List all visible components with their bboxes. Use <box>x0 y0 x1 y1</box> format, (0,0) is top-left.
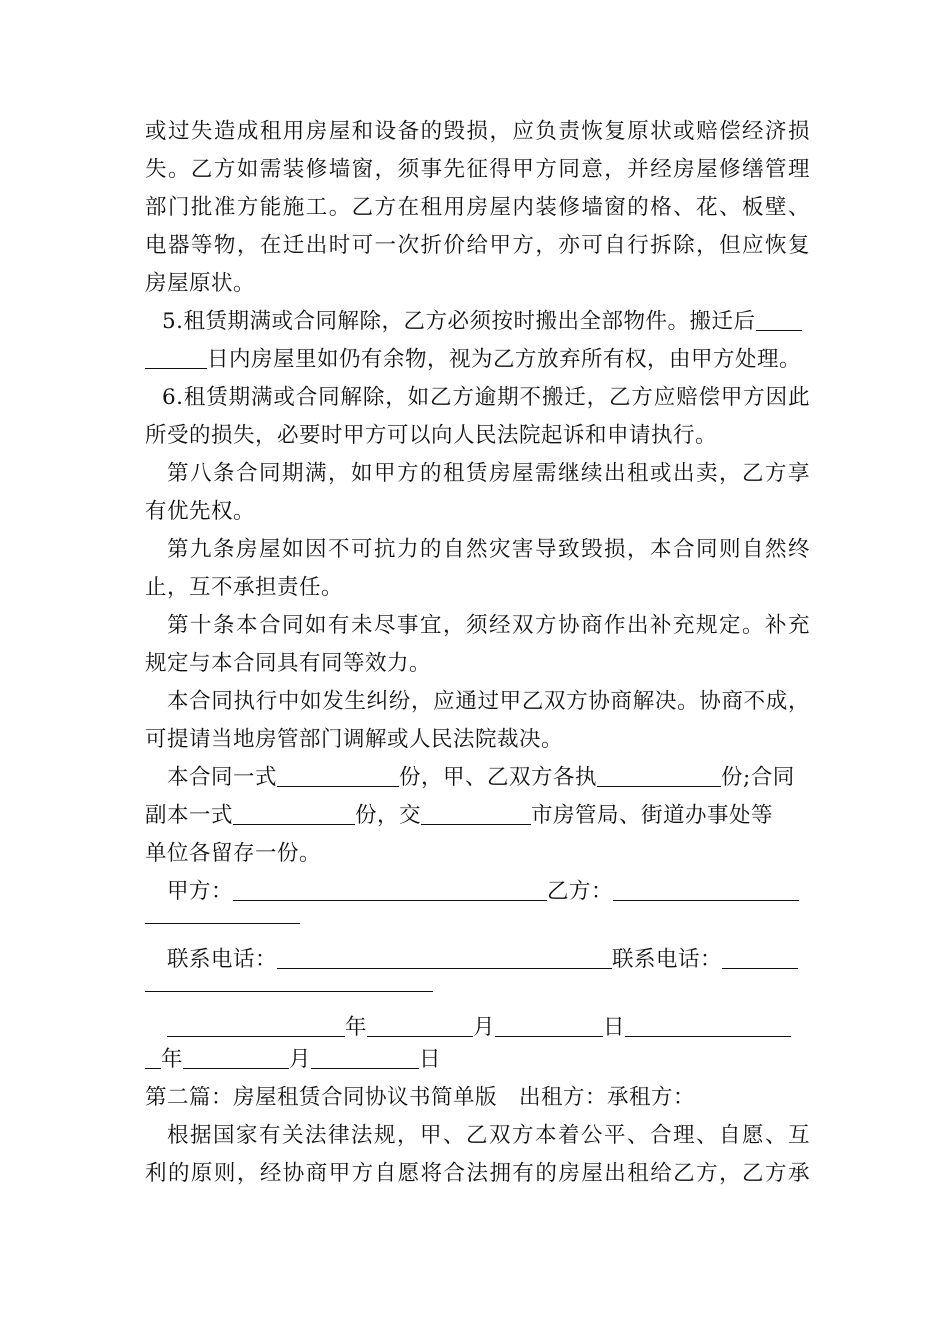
copies-line-2 <box>145 801 810 831</box>
clause-6-line: 所受的损失，必要时甲方可以向人民法院起诉和申请执行。 <box>145 423 718 448</box>
day-label: 日 <box>603 1015 626 1040</box>
blank-line <box>167 1016 345 1037</box>
blank-line <box>145 903 300 924</box>
blank-line <box>233 804 355 825</box>
clause-6-line: 6.租赁期满或合同解除，如乙方逾期不搬迁，乙方应赔偿甲方因此 <box>162 385 810 410</box>
article-10-line: 规定与本合同具有同等效力。 <box>145 651 432 676</box>
copies-line-3: 单位各留存一份。 <box>145 841 322 866</box>
part2-paragraph-line: 根据国家有关法律法规，甲、乙双方本着公平、合理、自愿、互 <box>167 1123 810 1148</box>
blank-line <box>145 1048 161 1069</box>
clause-5-line-2 <box>145 345 810 375</box>
blank-line <box>495 1016 603 1037</box>
body-line: 失。乙方如需装修墙窗，须事先征得甲方同意，并经房屋修缮管理 <box>145 157 810 182</box>
body-line: 或过失造成租用房屋和设备的毁损，应负责恢复原状或赔偿经济损 <box>145 119 810 144</box>
phone-a-blank <box>277 948 612 969</box>
blank-line <box>145 971 433 992</box>
phone-b-blank <box>722 948 798 969</box>
phone-b-label: 联系电话： <box>612 947 723 972</box>
clause-5-line-1 <box>162 307 810 337</box>
body-line: 房屋原状。 <box>145 271 256 296</box>
copies-text: 份，交 <box>355 803 422 828</box>
article-9-line: 第九条房屋如因不可抗力的自然灾害导致毁损，本合同则自然终 <box>167 537 810 562</box>
article-10-line: 第十条本合同如有未尽事宜，须经双方协商作出补充规定。补充 <box>167 613 810 638</box>
year-label: 年 <box>345 1015 368 1040</box>
blank-line <box>277 766 399 787</box>
article-9-line: 止，互不承担责任。 <box>145 575 344 600</box>
month-label: 月 <box>289 1047 312 1072</box>
blank-line <box>183 1048 289 1069</box>
part2-paragraph-line: 利的原则，经协商甲方自愿将合法拥有的房屋出租给乙方，乙方承 <box>145 1161 810 1186</box>
phone-a-label: 联系电话： <box>167 947 278 972</box>
party-signature-cont <box>145 900 810 930</box>
clause-5-text: 日内房屋里如仍有余物，视为乙方放弃所有权，由甲方处理。 <box>207 347 802 372</box>
copies-text: 副本一式 <box>145 803 234 828</box>
copies-text: 份，甲、乙双方各执 <box>399 765 598 790</box>
article-8-line: 第八条合同期满，如甲方的租赁房屋需继续出租或出卖，乙方享 <box>167 461 810 486</box>
date-line <box>167 1013 810 1043</box>
party-a-blank <box>233 880 547 901</box>
party-b-blank <box>613 880 799 901</box>
copies-line-1 <box>167 763 810 793</box>
body-line: 电器等物，在迁出时可一次折价给甲方，亦可自行拆除，但应恢复 <box>145 233 810 258</box>
blank-line <box>597 766 721 787</box>
date-line-cont <box>145 1045 810 1075</box>
day-label: 日 <box>419 1047 442 1072</box>
clause-5-text: 5.租赁期满或合同解除，乙方必须按时搬出全部物件。搬迁后 <box>162 309 756 334</box>
party-b-label: 乙方： <box>547 879 614 904</box>
blank-line <box>756 310 802 331</box>
part2-heading: 第二篇：房屋租赁合同协议书简单版 出租方：承租方： <box>145 1085 696 1110</box>
phone-line-cont <box>145 968 810 998</box>
copies-text: 本合同一式 <box>167 765 278 790</box>
blank-line <box>145 348 207 369</box>
dispute-line: 可提请当地房管部门调解或人民法院裁决。 <box>145 727 564 752</box>
blank-line <box>625 1016 791 1037</box>
copies-text: 市房管局、街道办事处等 <box>531 803 774 828</box>
blank-line <box>367 1016 473 1037</box>
body-line: 部门批准方能施工。乙方在租用房屋内装修墙窗的格、花、板壁、 <box>145 195 810 220</box>
dispute-line: 本合同执行中如发生纠纷，应通过甲乙双方协商解决。协商不成， <box>167 689 810 714</box>
blank-line <box>421 804 531 825</box>
month-label: 月 <box>473 1015 496 1040</box>
year-label: 年 <box>161 1047 184 1072</box>
blank-line <box>311 1048 419 1069</box>
article-8-line: 有优先权。 <box>145 499 256 524</box>
party-a-label: 甲方： <box>167 879 234 904</box>
copies-text: 份;合同 <box>721 765 795 790</box>
